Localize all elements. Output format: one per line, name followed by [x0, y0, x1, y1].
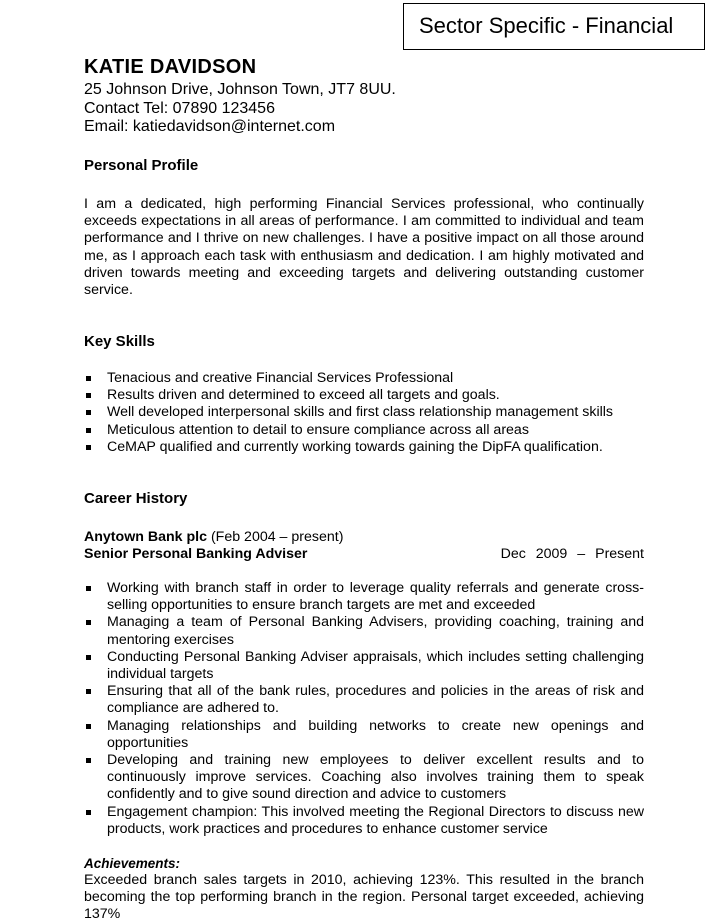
- bullet-icon: [86, 655, 91, 660]
- achievements-heading: Achievements:: [84, 856, 181, 871]
- email-line: Email: katiedavidson@internet.com: [84, 118, 336, 135]
- profile-text: I am a dedicated, high performing Financial Services professional, who continually exceeds expectations in all areas of performance. I am committed to individual and team performance and I thrive on new challenges. I have a positive impact on all those around me, as I approach each task with enthusiasm and dedication. I am highly motivated and driven towards meeting and exceeding targets and delivering outstanding customer service.: [84, 196, 644, 299]
- skills-heading: Key Skills: [84, 333, 155, 350]
- role-title: Senior Personal Banking Adviser: [84, 546, 308, 562]
- bullet-icon: [86, 586, 91, 591]
- bullet-icon: [86, 445, 91, 450]
- list-item: Tenacious and creative Financial Services Professional: [84, 370, 644, 387]
- contact-details: [84, 81, 396, 137]
- list-item: Managing relationships and building networks to create new openings and opportunities: [84, 718, 644, 752]
- list-item: Conducting Personal Banking Adviser appraisals, which includes setting challenging individual targets: [84, 649, 644, 683]
- list-item: CeMAP qualified and currently working towards gaining the DipFA qualification.: [84, 439, 644, 456]
- skills-list: [84, 370, 644, 456]
- bullet-icon: [86, 376, 91, 381]
- career-heading: Career History: [84, 490, 188, 507]
- role-dates: Dec 2009 – Present: [500, 546, 644, 562]
- sector-label-box: Sector Specific - Financial: [403, 3, 705, 50]
- bullet-icon: [86, 428, 91, 433]
- list-item: Developing and training new employees to deliver excellent results and to continuously improve services. Coaching also involves training them to speak confidently and to give sound direction and advice to customers: [84, 752, 644, 804]
- candidate-name: KATIE DAVIDSON: [84, 56, 257, 78]
- list-item: Meticulous attention to detail to ensure compliance across all areas: [84, 422, 644, 439]
- phone-line: Contact Tel: 07890 123456: [84, 99, 275, 117]
- bullet-icon: [86, 689, 91, 694]
- employer-name: Anytown Bank plc: [84, 529, 207, 545]
- employer-line: [84, 529, 644, 546]
- list-item: Well developed interpersonal skills and first class relationship management skills: [84, 404, 644, 421]
- list-item: Results driven and determined to exceed all targets and goals.: [84, 387, 644, 404]
- bullet-icon: [86, 393, 91, 398]
- profile-heading: Personal Profile: [84, 157, 199, 174]
- bullet-icon: [86, 810, 91, 815]
- role-line: [84, 546, 644, 563]
- bullet-icon: [86, 758, 91, 763]
- list-item: Managing a team of Personal Banking Advisers, providing coaching, training and mentoring exercises: [84, 614, 644, 648]
- employer-dates: (Feb 2004 – present): [210, 529, 344, 545]
- achievements-text: Exceeded branch sales targets in 2010, achieving 123%. This resulted in the branch becoming the top performing branch in the region. Personal target exceeded, achieving 137%: [84, 872, 644, 923]
- list-item: Working with branch staff in order to leverage quality referrals and generate cross-selling opportunities to ensure branch targets are met and exceeded: [84, 580, 644, 614]
- duties-list: [84, 580, 644, 838]
- bullet-icon: [86, 620, 91, 625]
- bullet-icon: [86, 410, 91, 415]
- list-item: Engagement champion: This involved meeting the Regional Directors to discuss new products, work practices and procedures to enhance customer service: [84, 804, 644, 838]
- list-item: Ensuring that all of the bank rules, procedures and policies in the areas of risk and compliance are adhered to.: [84, 683, 644, 717]
- address-line: 25 Johnson Drive, Johnson Town, JT7 8UU.: [84, 81, 396, 98]
- bullet-icon: [86, 724, 91, 729]
